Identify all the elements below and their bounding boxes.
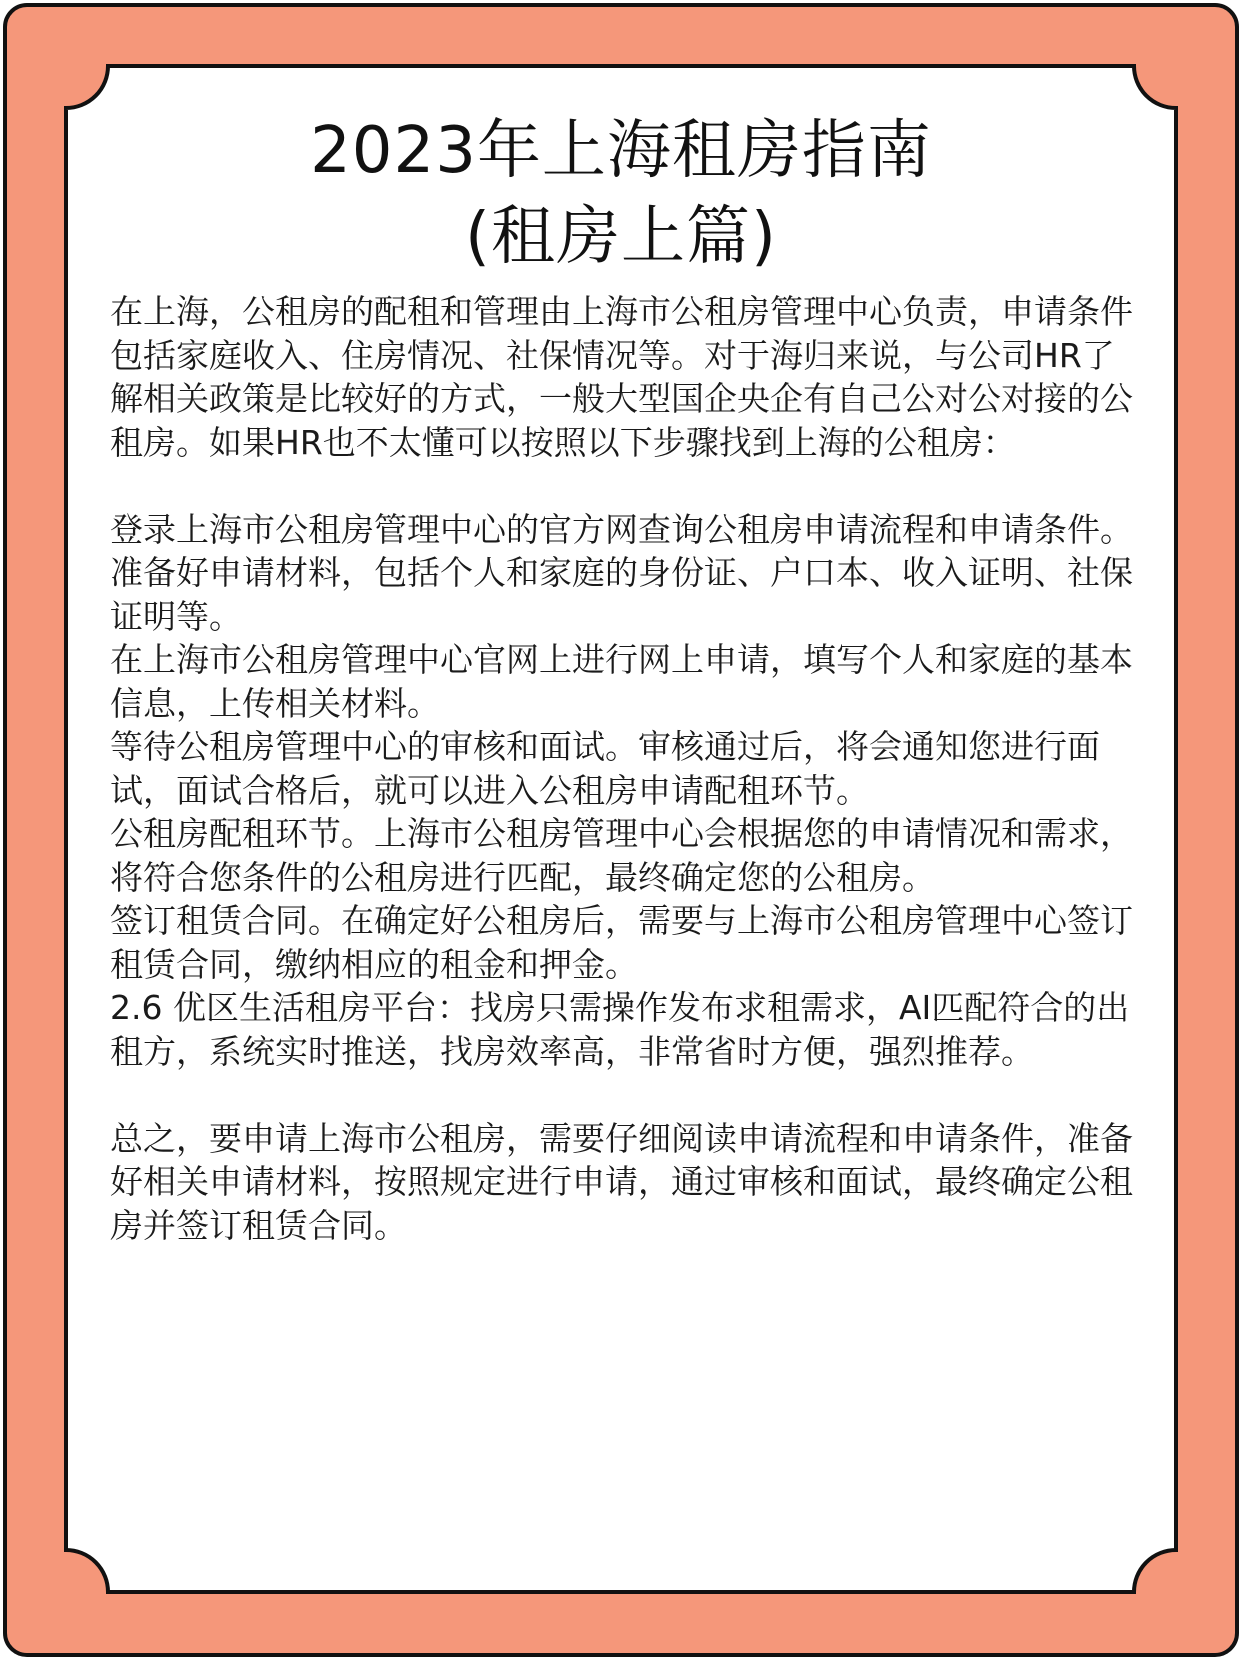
step-item: 公租房配租环节。上海市公租房管理中心会根据您的申请情况和需求，将符合您条件的公租房进行匹配，最终确定您的公租房。 [110, 814, 1133, 897]
paragraph-spacer [110, 1073, 1140, 1117]
step-item: 2.6 优区生活租房平台：找房只需操作发布求租需求，AI匹配符合的出租方，系统实时推送，找房效率高，非常省时方便，强烈推荐。 [110, 988, 1130, 1071]
page-title [0, 108, 1242, 280]
title-line-2: (租房上篇) [465, 200, 777, 274]
article-body [110, 290, 1140, 1247]
paragraph-spacer [110, 464, 1140, 508]
conclusion-paragraph: 总之，要申请上海市公租房，需要仔细阅读申请流程和申请条件，准备好相关申请材料，按照规定进行申请，通过审核和面试，最终确定公租房并签订租赁合同。 [110, 1118, 1133, 1245]
intro-paragraph: 在上海，公租房的配租和管理由上海市公租房管理中心负责，申请条件包括家庭收入、住房情况、社保情况等。对于海归来说，与公司HR了解相关政策是比较好的方式，一般大型国企央企有自己公对公对接的公租房。如果HR也不太懂可以按照以下步骤找到上海的公租房： [110, 292, 1133, 462]
step-item: 准备好申请材料，包括个人和家庭的身份证、户口本、收入证明、社保证明等。 [110, 553, 1133, 636]
step-item: 登录上海市公租房管理中心的官方网查询公租房申请流程和申请条件。 [110, 509, 1133, 549]
title-line-1: 2023年上海租房指南 [310, 114, 932, 188]
step-item: 签订租赁合同。在确定好公租房后，需要与上海市公租房管理中心签订租赁合同，缴纳相应的租金和押金。 [110, 901, 1133, 984]
step-item: 等待公租房管理中心的审核和面试。审核通过后，将会通知您进行面试，面试合格后，就可以进入公租房申请配租环节。 [110, 727, 1100, 810]
step-item: 在上海市公租房管理中心官网上进行网上申请，填写个人和家庭的基本信息，上传相关材料。 [110, 640, 1133, 723]
